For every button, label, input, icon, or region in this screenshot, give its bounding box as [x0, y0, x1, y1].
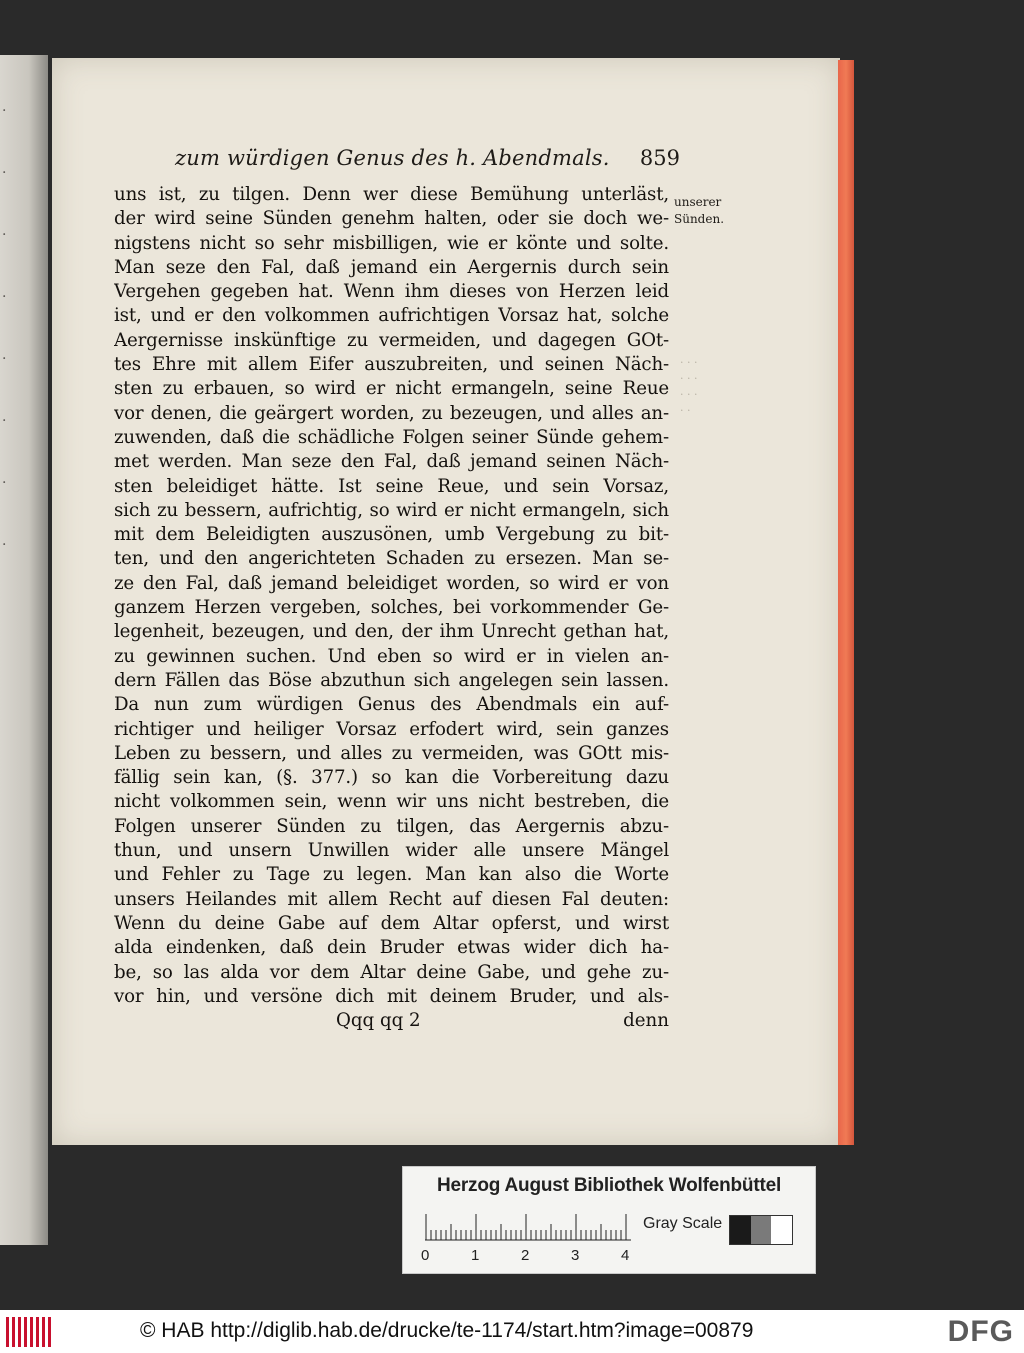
- catchline: [114, 1010, 669, 1036]
- text-line: mit dem Beleidigten auszusönen, umb Vergebung zu bit-: [114, 524, 669, 546]
- text-line: vor denen, die geärgert worden, zu bezeugen, und alles an-: [114, 402, 669, 424]
- text-line: Da nun zum würdigen Genus des Abendmals ein auf-: [114, 694, 669, 716]
- text-line: sten beleidiget hätte. Ist seine Reue, und sein Vorsaz,: [114, 475, 669, 497]
- text-line: Vergehen gegeben hat. Wenn ihm dieses von Herzen leid: [114, 281, 669, 303]
- margin-note: [674, 194, 744, 228]
- gray-scale-swatches: [729, 1215, 793, 1245]
- text-line: alda eindenken, daß dein Bruder etwas wider dich ha-: [114, 937, 669, 959]
- text-line: ganzem Herzen vergeben, solches, bei vorkommender Ge-: [114, 597, 669, 619]
- text-line: fällig sein kan, (§. 377.) so kan die Vorbereitung dazu: [114, 767, 669, 789]
- text-line: dern Fällen das Böse abzuthun sich angelegen sein lassen.: [114, 669, 669, 691]
- page-number: 859: [639, 146, 680, 170]
- ruler-digits: [421, 1247, 651, 1267]
- body-text: [114, 183, 669, 1009]
- gray-scale-label: Gray Scale: [643, 1215, 723, 1232]
- text-line: und Fehler zu Tage zu legen. Man kan also die Worte: [114, 864, 669, 886]
- left-page-marks: · · · · · · · ·: [2, 103, 7, 553]
- dfg-logo: DFG: [947, 1315, 1014, 1348]
- signature-mark: Qqq qq 2: [336, 1010, 421, 1031]
- text-line: vor hin, und versöne dich mit deinem Bruder, und als-: [114, 985, 669, 1007]
- ruler-icon: [425, 1213, 631, 1241]
- ruler-digit: 3: [571, 1247, 580, 1264]
- text-line: unsers Heilandes mit allem Recht auf diesen Fal deuten:: [114, 888, 669, 910]
- text-line: der wird seine Sünden genehm halten, oder sie doch we-: [114, 208, 669, 230]
- text-line: met werden. Man seze den Fal, daß jemand seinen Näch-: [114, 451, 669, 473]
- text-line: thun, und unsern Unwillen wider alle unsere Mängel: [114, 840, 669, 862]
- text-line: Aergernisse inskünftige zu vermeiden, und dagegen GOt-: [114, 329, 669, 351]
- ruler-digit: 1: [471, 1247, 480, 1264]
- margin-note-line: unserer: [674, 195, 722, 209]
- margin-note-line: Sünden.: [674, 212, 725, 226]
- text-line: zuwenden, daß die schädliche Folgen seiner Sünde gehem-: [114, 426, 669, 448]
- catchword: denn: [623, 1010, 669, 1031]
- page-edge-red: [838, 60, 854, 1145]
- text-line: nigstens nicht so sehr misbilligen, wie er könte und solte.: [114, 232, 669, 254]
- running-head: [175, 146, 680, 176]
- text-line: ze den Fal, daß jemand beleidiget worden, so wird er von: [114, 572, 669, 594]
- running-title: zum würdigen Genus des h. Abendmals.: [175, 146, 610, 170]
- ruler-digit: 0: [421, 1247, 430, 1264]
- text-line: uns ist, zu tilgen. Denn wer diese Bemühung unterläst,: [114, 184, 669, 205]
- text-line: ist, und er den volkommen aufrichtigen Vorsaz hat, solche: [114, 305, 669, 327]
- text-line: be, so las alda vor dem Altar deine Gabe, und gehe zu-: [114, 961, 669, 983]
- text-line: richtiger und heiliger Vorsaz erfodert wird, sein ganzes: [114, 718, 669, 740]
- text-line: Wenn du deine Gabe auf dem Altar opferst, und wirst: [114, 912, 669, 934]
- hab-logo-icon: [6, 1317, 54, 1347]
- ruler-digit: 4: [621, 1247, 630, 1264]
- bleed-through-note: · · · · · · · · · · ·: [680, 356, 698, 417]
- text-line: Leben zu bessern, und alles zu vermeiden, was GOtt mis-: [114, 742, 669, 764]
- text-line: legenheit, bezeugen, und den, der ihm Unrecht gethan hat,: [114, 621, 669, 643]
- text-line: zu gewinnen suchen. Und eben so wird er in vielen an-: [114, 645, 669, 667]
- text-line: ten, und den angerichteten Schaden zu ersezen. Man se-: [114, 548, 669, 570]
- text-line: sten zu erbauen, so wird er nicht ermangeln, seine Reue: [114, 378, 669, 400]
- library-name: Herzog August Bibliothek Wolfenbüttel: [436, 1175, 782, 1196]
- text-line: tes Ehre mit allem Eifer auszubreiten, und seinen Näch-: [114, 354, 669, 376]
- text-line: sich zu bessern, aufrichtig, so wird er nicht ermangeln, sich: [114, 499, 669, 521]
- text-line: Folgen unserer Sünden zu tilgen, das Aergernis abzu-: [114, 815, 669, 837]
- ruler-digit: 2: [521, 1247, 530, 1264]
- text-line: nicht volkommen sein, wenn wir uns nicht bestreben, die: [114, 791, 669, 813]
- library-label-card: [402, 1166, 816, 1274]
- text-line: Man seze den Fal, daß jemand ein Aergernis durch sein: [114, 256, 669, 278]
- footer-bar: [0, 1310, 1024, 1353]
- copyright-url: © HAB http://diglib.hab.de/drucke/te-1174/start.htm?image=00879: [140, 1319, 754, 1342]
